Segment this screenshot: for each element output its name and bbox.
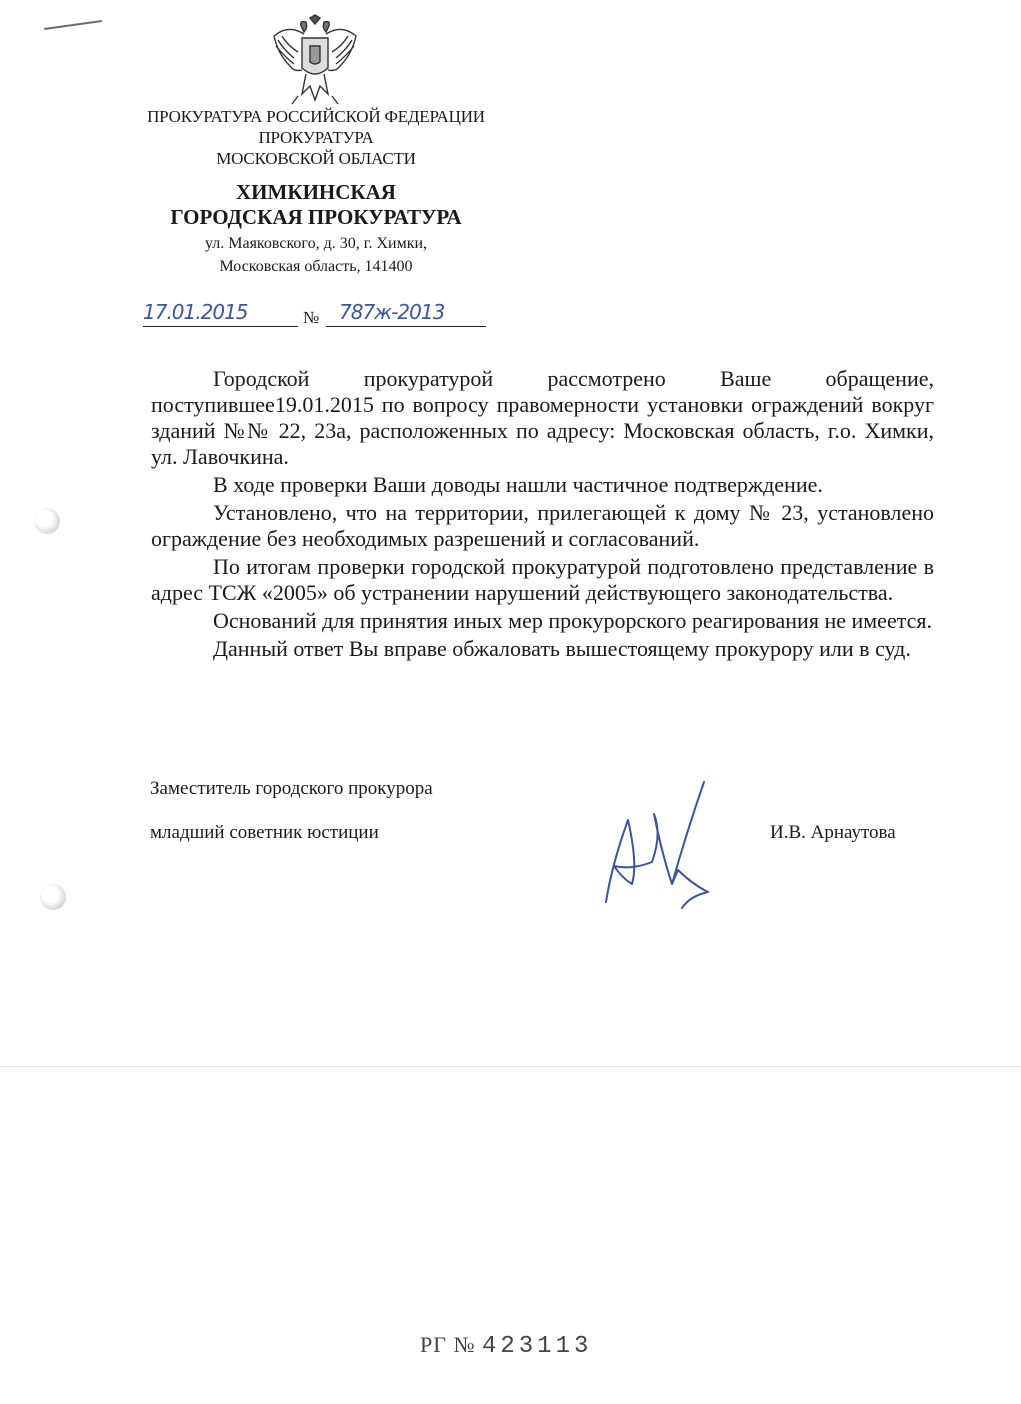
registration-value: 423113: [481, 1333, 593, 1360]
registration-label: РГ №: [420, 1332, 476, 1357]
org-name-line2: ПРОКУРАТУРА: [258, 128, 374, 147]
punch-hole-bottom: [40, 884, 66, 910]
org-name-line3: МОСКОВСКОЙ ОБЛАСТИ: [216, 149, 416, 168]
office-address: [140, 232, 492, 278]
body-paragraph: По итогам проверки городской прокуратурой подготовлено представление в адрес ТСЖ «2005» об устранении нарушений действующего законодательства.: [151, 554, 934, 605]
body-paragraph: Данный ответ Вы вправе обжаловать вышестоящему прокурору или в суд.: [213, 636, 911, 661]
body-paragraph: Установлено, что на территории, прилегающей к дому № 23, установлено ограждение без необходимых разрешений и согласований.: [151, 500, 934, 551]
reference-row: [143, 298, 503, 334]
signatory-name: И.В. Арнаутова: [770, 822, 896, 843]
office-name: [140, 180, 492, 230]
scan-mark: [44, 20, 102, 30]
signatory-position-line2: младший советник юстиции: [150, 822, 379, 843]
punch-hole-top: [34, 508, 60, 534]
address-line1: ул. Маяковского, д. 30, г. Химки,: [204, 235, 428, 252]
fold-line: [0, 1066, 1021, 1067]
office-name-line1: ХИМКИНСКАЯ: [236, 180, 396, 204]
signatory-position-line1: Заместитель городского прокурора: [150, 778, 433, 799]
office-name-line2: ГОРОДСКАЯ ПРОКУРАТУРА: [170, 205, 462, 229]
body-paragraph: В ходе проверки Ваши доводы нашли частичное подтверждение.: [213, 472, 823, 497]
handwritten-date: 17.01.2015: [143, 300, 248, 324]
registration-number: [420, 1332, 592, 1360]
address-line2: Московская область, 141400: [219, 258, 413, 275]
org-name-line1: ПРОКУРАТУРА РОССИЙСКОЙ ФЕДЕРАЦИИ: [147, 107, 485, 126]
letterhead: [140, 106, 492, 169]
handwritten-number: 787ж-2013: [339, 300, 445, 324]
date-underline: [143, 326, 298, 327]
coat-of-arms-icon: [268, 14, 362, 110]
number-label: №: [303, 308, 320, 327]
body-paragraph: Городской прокуратурой рассмотрено Ваше обращение, поступившее19.01.2015 по вопросу правомерности установки ограждений вокруг зданий №№ 22, 23а, расположенных по адресу: Московская область, г.о. Химки, ул. Лавочкина.: [151, 366, 934, 469]
handwritten-signature: [592, 774, 722, 924]
letter-body: [151, 366, 934, 662]
number-underline: [326, 326, 486, 327]
body-paragraph: Оснований для принятия иных мер прокурорского реагирования не имеется.: [213, 608, 932, 633]
